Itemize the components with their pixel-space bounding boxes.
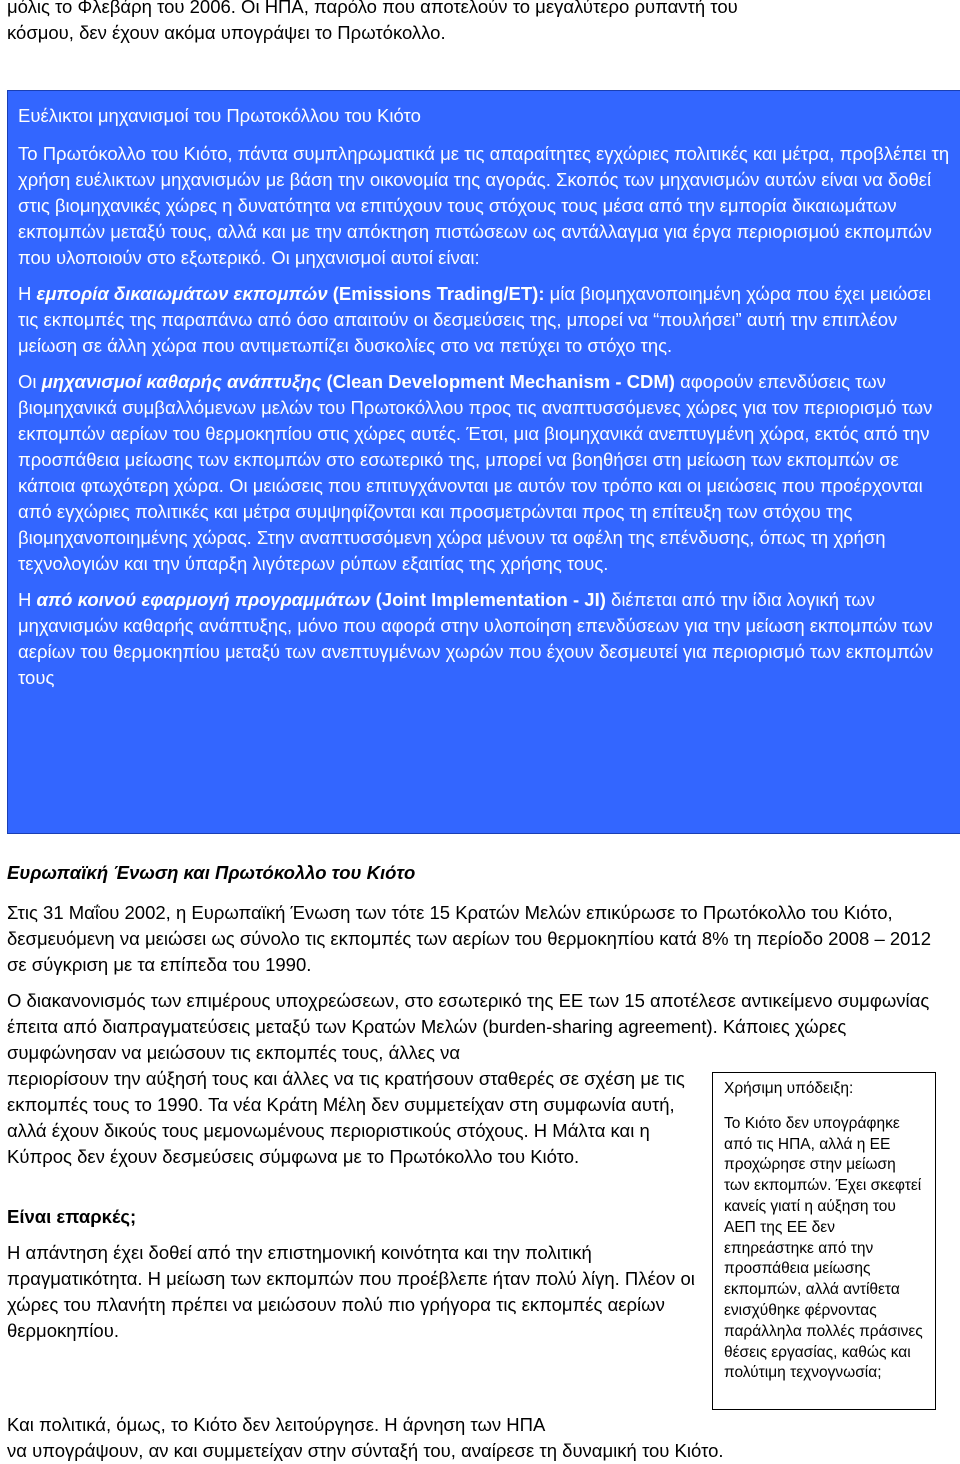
tip-title: Χρήσιμη υπόδειξη: <box>724 1080 854 1097</box>
closing-line: να υπογράψουν, αν και συμμετείχαν στην σύνταξή του, αναίρεσε τη δυναμική του Κιότο. <box>7 1440 724 1461</box>
closing-line: Και πολιτικά, όμως, το Κιότο δεν λειτούργησε. Η άρνηση των ΗΠΑ <box>7 1414 546 1435</box>
paragraph: Η απάντηση έχει δοθεί από την επιστημονική κοινότητα και την πολιτική πραγματικότητα. Η μείωση των εκπομπών που προέβλεπε ήταν πολύ λίγη. Πλέον οι χώρες του πλανήτη πρέπει να μειώσουν πολύ πιο γρήγορα τις εκπομπές αερίων θερμοκηπίου. <box>7 1242 695 1341</box>
ji-paragraph: Η από κοινού εφαρμογή προγραμμάτων (Joint Implementation - JI) διέπεται από την ίδια λογική των μηχανισμών καθαρής ανάπτυξης, μόνο που αφορά στην υλοποίηση επενδύσεων για την μείωση εκπομπών των αερίων του θερμοκηπίου μεταξύ των ανεπτυγμένων χωρών που έχουν δεσμευτεί για περιορισμό των εκπομπών τους <box>18 589 934 688</box>
cdm-paragraph: Οι μηχανισμοί καθαρής ανάπτυξης (Clean Development Mechanism - CDM) αφορούν επενδύσεις των βιομηχανικά συμβαλλόμενων μελών του Πρωτοκόλλου προς τις αναπτυσσόμενες χώρες για τον περιορισμό των εκπομπών αερίων του θερμοκηπίου στις χώρες αυτές. Έτσι, μια βιομηχανικά ανεπτυγμένη χώρα, εκτός από την προσπάθεια μείωσης των εκπομπών στο εσωτερικό της, μπορεί να βοηθήσει στη μείωση των εκπομπών σε κάποια φτωχότερη χώρα. Οι μειώσεις που επιτυγχάνονται με αυτόν τον τρόπο και οι μειώσεις που προέρχονται από εγχώριες πολιτικές και μέτρα συμψηφίζονται και προσμετρώνται προς τη επίτευξη των στόχου της βιομηχανοποιημένης χώρας. Στην αναπτυσσόμενη χώρα μένουν τα οφέλη της επένδυσης, όπως τη χρήση τεχνολογιών και την ύπαρξη λιγότερων ρύπων εξαιτίας της χρήσης τους. <box>18 371 933 574</box>
tip-body: Το Κιότο δεν υπογράφηκε από τις ΗΠΑ, αλλά η ΕΕ προχώρησε στην μείωση των εκπομπών. Έχει σκεφτεί κανείς γιατί η αύξηση του ΑΕΠ της ΕΕ δεν επηρεάστηκε από την προσπάθεια μείωσης εκπομπών, αλλά αντίθετα ενισχύθηκε φέρνοντας παράλληλα πολλές πράσινες θέσεις εργασίας, καθώς και πολύτιμη τεχνογνωσία; <box>724 1114 923 1382</box>
paragraph: Ο διακανονισμός των επιμέρους υποχρεώσεων, στο εσωτερικό της ΕΕ των 15 αποτέλεσε αντικείμενο συμφωνίας έπειτα από διαπραγματεύσεις μεταξύ των Κρατών Μελών (burden-sharing agreement). Κάποιες χώρες συμφώνησαν να μειώσουν τις εκπομπές τους, άλλες να <box>7 990 930 1063</box>
intro-line: κόσμου, δεν έχουν ακόμα υπογράψει το Πρωτόκολλο. <box>7 22 446 43</box>
et-paragraph: Η εμπορία δικαιωμάτων εκπομπών (Emissions Trading/ET): μία βιομηχανοποιημένη χώρα που έχει μειώσει τις εκπομπές της παραπάνω από όσο απαιτούν οι δεσμεύσεις της, μπορεί να “πουλήσει” αυτή την επιπλέον μείωση σε άλλη χώρα που αντιμετωπίζει δυσκολίες στο να πετύχει το στόχο της. <box>18 283 931 356</box>
paragraph: Στις 31 Μαΐου 2002, η Ευρωπαϊκή Ένωση των τότε 15 Κρατών Μελών επικύρωσε το Πρωτόκολλο του Κιότο, δεσμευόμενη να μειώσει ως σύνολο τις εκπομπές των αερίων του θερμοκηπίου κατά 8% τη περίοδο 2008 – 2012 σε σύγκριση με τα επίπεδα του 1990. <box>7 902 932 975</box>
et-term: εμπορία δικαιωμάτων εκπομπών <box>36 283 328 304</box>
tip-box <box>712 1072 936 1410</box>
intro-text <box>7 0 947 46</box>
flexible-mechanisms-box <box>7 90 960 834</box>
ji-term: από κοινού εφαρμογή προγραμμάτων <box>36 589 371 610</box>
question-heading: Είναι επαρκές; <box>7 1206 137 1227</box>
section-title: Ευρωπαϊκή Ένωση και Πρωτόκολλο του Κιότο <box>7 862 416 883</box>
cdm-term: μηχανισμοί καθαρής ανάπτυξης <box>41 371 322 392</box>
closing-text <box>7 1412 957 1464</box>
box-intro-paragraph: Το Πρωτόκολλο του Κιότο, πάντα συμπληρωματικά με τις απαραίτητες εγχώριες πολιτικές και μέτρα, προβλέπει τη χρήση ευέλικτων μηχανισμών με βάση την οικονομία της αγοράς. Σκοπός των μηχανισμών αυτών είναι να δοθεί στις βιομηχανικές χώρες η δυνατότητα να επιτύχουν τους στόχους τους μέσα από την εμπορία δικαιωμάτων εκπομπών μεταξύ τους, αλλά και με την απόκτηση πιστώσεων ως αντάλλαγμα για έργα περιορισμού εκπομπών που υλοποιούν στο εξωτερικό. Οι μηχανισμοί αυτοί είναι: <box>18 143 950 268</box>
paragraph: περιορίσουν την αύξησή τους και άλλες να τις κρατήσουν σταθερές σε σχέση με τις εκπομπές τους το 1990. Τα νέα Κράτη Μέλη δεν συμμετείχαν στη συμφωνία αυτή, αλλά έχουν δικούς τους μεμονωμένους περιοριστικούς στόχους. Η Μάλτα και η Κύπρος δεν έχουν δεσμεύσεις σύμφωνα με το Πρωτόκολλο του Κιότο. <box>7 1068 685 1167</box>
intro-line: μόλις το Φλεβάρη του 2006. Οι ΗΠΑ, παρόλο που αποτελούν το μεγαλύτερο ρυπαντή του <box>7 0 738 17</box>
box-title: Ευέλικτοι μηχανισμοί του Πρωτοκόλλου του Κιότο <box>18 105 421 126</box>
